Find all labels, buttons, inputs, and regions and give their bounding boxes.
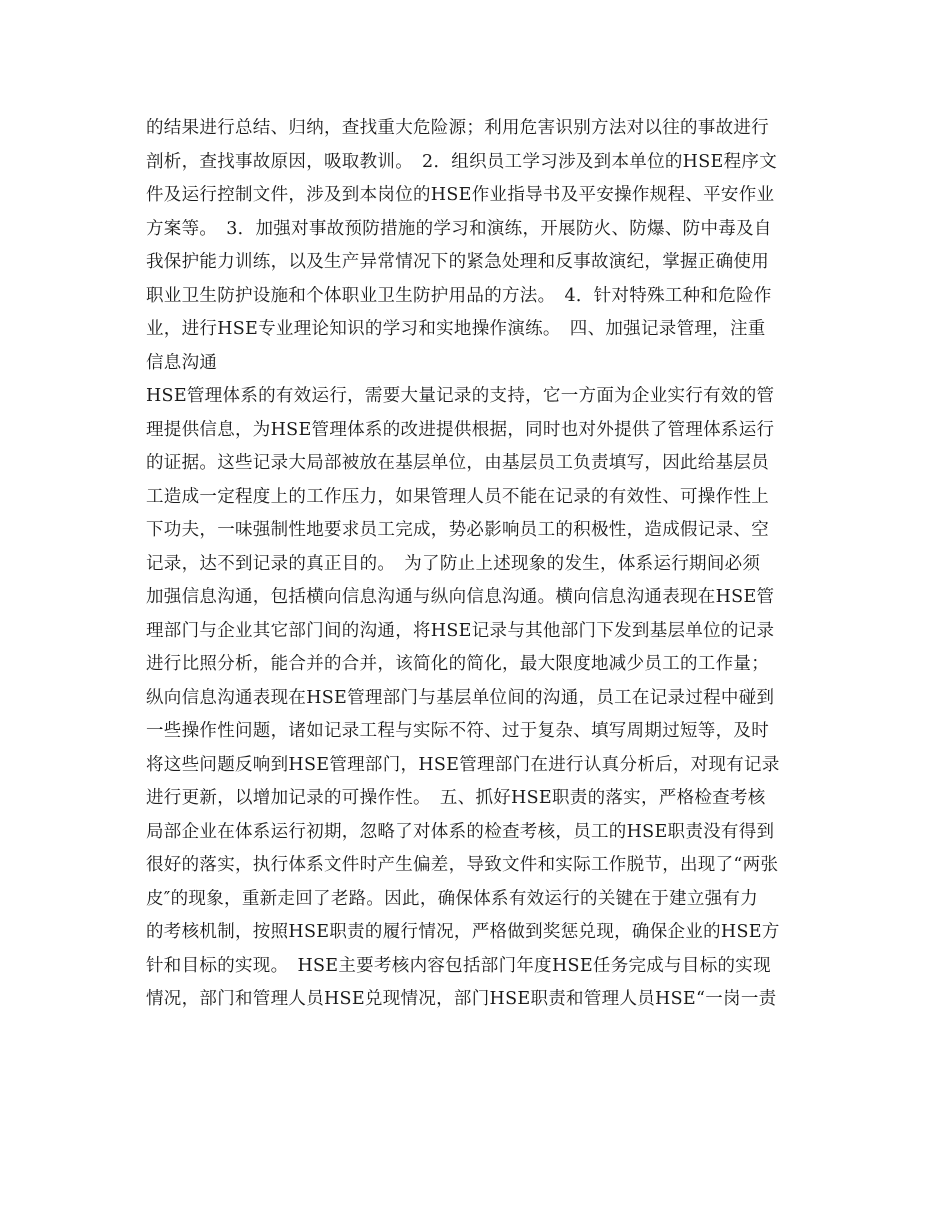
- text-line: 职业卫生防护设施和个体职业卫生防护用品的方法。 4．针对特殊工种和危险作: [146, 285, 772, 306]
- text-line: 的考核机制，按照HSE职责的履行情况，严格做到奖惩兑现，确保企业的HSE方: [146, 922, 780, 942]
- text-line: 将这些问题反响到HSE管理部门，HSE管理部门在进行认真分析后，对现有记录: [146, 754, 780, 775]
- text-line: 下功夫，一味强制性地要求员工完成，势必影响员工的积极性，造成假记录、空: [146, 520, 769, 540]
- text-line: 加强信息沟通，包括横向信息沟通与纵向信息沟通。横向信息沟通表现在HSE管: [146, 587, 775, 607]
- body-text: [146, 112, 806, 1017]
- text-line: 剖析，查找事故原因，吸取教训。 2．组织员工学习涉及到本单位的HSE程序文: [146, 151, 778, 172]
- text-line: 皮″的现象，重新走回了老路。因此，确保体系有效运行的关键在于建立强有力: [146, 888, 759, 909]
- text-line: 针和目标的实现。 HSE主要考核内容包括部门年度HSE任务完成与目标的实现: [146, 955, 771, 976]
- text-line: 理部门与企业其它部门间的沟通，将HSE记录与其他部门下发到基层单位的记录: [146, 620, 775, 641]
- text-line: 的证据。这些记录大局部被放在基层单位，由基层员工负责填写，因此给基层员: [146, 453, 769, 473]
- text-line: 方案等。 3．加强对事故预防措施的学习和演练，开展防火、防爆、防中毒及自: [146, 218, 772, 239]
- text-line: 件及运行控制文件，涉及到本岗位的HSE作业指导书及平安操作规程、平安作业: [146, 185, 775, 205]
- text-line: 很好的落实，执行体系文件时产生偏差，导致文件和实际工作脱节，出现了“两张: [146, 855, 779, 875]
- text-line: 纵向信息沟通表现在HSE管理部门与基层单位间的沟通，员工在记录过程中碰到: [146, 687, 775, 708]
- text-line: 情况，部门和管理人员HSE兑现情况，部门HSE职责和管理人员HSE“一岗一责: [146, 989, 777, 1009]
- text-line: 理提供信息，为HSE管理体系的改进提供根据，同时也对外提供了管理体系运行: [146, 419, 775, 440]
- section-heading-line: 信息沟通: [146, 352, 218, 373]
- text-line: 业，进行HSE专业理论知识的学习和实地操作演练。 四、加强记录管理，注重: [146, 319, 766, 339]
- text-line: 工造成一定程度上的工作压力，如果管理人员不能在记录的有效性、可操作性上: [146, 486, 769, 507]
- text-line: 局部企业在体系运行初期，忽略了对体系的检查考核，员工的HSE职责没有得到: [146, 821, 775, 842]
- text-line: 进行更新，以增加记录的可操作性。 五、抓好HSE职责的落实，严格检查考核: [146, 788, 766, 808]
- text-line: 我保护能力训练，以及生产异常情况下的紧急处理和反事故演纪，掌握正确使用: [146, 252, 769, 272]
- text-line: 一些操作性问题，诸如记录工程与实际不符、过于复杂、填写周期过短等，及时: [146, 721, 769, 741]
- text-line: 记录，达不到记录的真正目的。 为了防止上述现象的发生，体系运行期间必须: [146, 553, 761, 574]
- text-line: HSE管理体系的有效运行，需要大量记录的支持，它一方面为企业实行有效的管: [146, 386, 775, 406]
- text-line: 进行比照分析，能合并的合并，该简化的简化，最大限度地减少员工的工作量；: [146, 654, 769, 674]
- text-line: 的结果进行总结、归纳，查找重大危险源；利用危害识别方法对以往的事故进行: [146, 118, 769, 138]
